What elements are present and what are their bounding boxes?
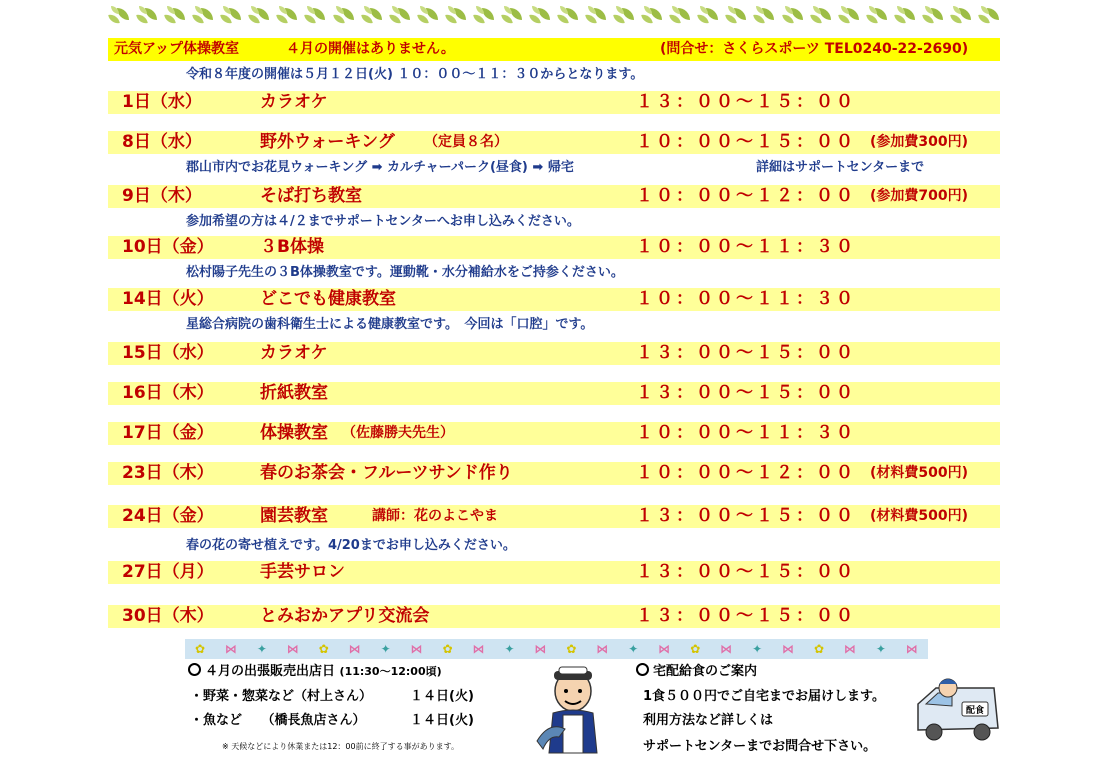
- row-date: 15日（水）: [122, 343, 214, 363]
- row-event: 園芸教室: [260, 506, 328, 526]
- ribbon-icon: ⋈: [905, 642, 918, 656]
- leaf-icon: [838, 6, 860, 26]
- row-fee: (参加費700円): [870, 188, 969, 204]
- leaf-icon: [108, 6, 130, 26]
- row-event: とみおかアプリ交流会: [260, 606, 430, 626]
- row-date: 9日（木）: [122, 186, 202, 206]
- row-time: １３：００～１５：００: [636, 606, 856, 626]
- row-event: カラオケ: [260, 343, 328, 363]
- delivery-line-2: 利用方法など詳しくは: [643, 713, 774, 728]
- row-event: カラオケ: [260, 92, 328, 112]
- leaf-icon: [894, 6, 916, 26]
- leaf-icon: [248, 6, 270, 26]
- row-date: 10日（金）: [122, 237, 214, 257]
- row-sub: （佐藤勝夫先生）: [342, 425, 454, 441]
- row-date: 1日（水）: [122, 92, 202, 112]
- row-fee: (材料費500円): [870, 508, 969, 524]
- row-time: １３：００～１５：００: [636, 562, 856, 582]
- ribbon-icon: ✦: [752, 642, 763, 656]
- row-date: 24日（金）: [122, 506, 214, 526]
- leaf-icon: [782, 6, 804, 26]
- leaf-icon: [810, 6, 832, 26]
- leaf-icon: [304, 6, 326, 26]
- schedule-row: [108, 462, 1000, 485]
- leaf-icon: [978, 6, 1000, 26]
- leaf-icon: [389, 6, 411, 26]
- leaf-icon: [276, 6, 298, 26]
- leaf-icon: [417, 6, 439, 26]
- van-label: 配食: [965, 706, 985, 716]
- row-event: 折紙教室: [260, 383, 328, 403]
- leaf-border-decoration: [108, 6, 1000, 28]
- schedule-row: [108, 131, 1000, 154]
- ribbon-icon: ⋈: [720, 642, 733, 656]
- row-time: １０：００～１１：３０: [636, 289, 856, 309]
- sales-item-2-day: １４日(火): [410, 713, 474, 728]
- row-time: １３：００～１５：００: [636, 92, 856, 112]
- schedule-row: [108, 91, 1000, 114]
- row-time: １３：００～１５：００: [636, 383, 856, 403]
- ribbon-icon: ⋈: [658, 642, 671, 656]
- ribbon-icon: ✿: [566, 642, 577, 656]
- leaf-icon: [922, 6, 944, 26]
- fishmonger-illustration: [535, 663, 607, 755]
- ribbon-icon: ✦: [380, 642, 391, 656]
- ribbon-icon: ⋈: [844, 642, 856, 656]
- circle-icon: [636, 663, 649, 676]
- schedule-row: [108, 185, 1000, 208]
- row-date: 16日（木）: [122, 383, 214, 403]
- leaf-icon: [333, 6, 355, 26]
- row-time: １０：００～１２：００: [636, 186, 856, 206]
- row-note: 参加希望の方は４/２までサポートセンターへお申し込みください。: [186, 214, 580, 229]
- schedule-row: [108, 561, 1000, 584]
- row-date: 30日（木）: [122, 606, 214, 626]
- row-note: 春の花の寄せ植えです。4/20までお申し込みください。: [186, 538, 516, 553]
- schedule-row: [108, 342, 1000, 365]
- ribbon-icon: ⋈: [410, 642, 423, 656]
- circle-icon: [188, 663, 201, 676]
- row-fee: (参加費300円): [870, 134, 969, 150]
- sales-item-2: ・魚など （橋長魚店さん）: [190, 713, 366, 728]
- leaf-icon: [697, 6, 719, 26]
- schedule-row: [108, 505, 1000, 528]
- ribbon-icon: ✦: [256, 642, 267, 656]
- leaf-icon: [136, 6, 158, 26]
- row-event: 体操教室: [260, 423, 328, 443]
- leaf-icon: [220, 6, 242, 26]
- row-note: 松村陽子先生の３B体操教室です。運動靴・水分補給水をご持参ください。: [186, 265, 624, 280]
- ribbon-icon: ✿: [814, 642, 825, 656]
- leaf-icon: [585, 6, 607, 26]
- row-note: 郡山市内でお花見ウォーキング ➡ カルチャーパーク(昼食) ➡ 帰宅: [186, 160, 574, 175]
- sales-heading-time: (11:30～12:00頃): [339, 665, 442, 678]
- ribbon-icon: ✦: [628, 642, 639, 656]
- leaf-icon: [725, 6, 747, 26]
- leaf-icon: [501, 6, 523, 26]
- row-date: 23日（木）: [122, 463, 214, 483]
- ribbon-icon: ⋈: [472, 642, 485, 656]
- header-bar: [108, 38, 1000, 61]
- header-note: 令和８年度の開催は５月１２日(火) １０：００～１１：３０からとなります。: [186, 67, 644, 82]
- row-date: 14日（火）: [122, 289, 214, 309]
- row-event: 野外ウォーキング: [260, 132, 395, 152]
- row-note: 星総合病院の歯科衛生士による健康教室です。 今回は「口腔」です。: [186, 317, 594, 332]
- leaf-icon: [613, 6, 635, 26]
- leaf-icon: [445, 6, 467, 26]
- delivery-line-3: サポートセンターまでお問合せ下さい。: [643, 739, 877, 754]
- leaf-icon: [866, 6, 888, 26]
- row-fee: (材料費500円): [870, 465, 969, 481]
- row-sub: （定員８名）: [424, 134, 508, 150]
- schedule-row: [108, 236, 1000, 259]
- ribbon-icon: ⋈: [782, 642, 795, 656]
- ribbon-icon: ✿: [442, 642, 453, 656]
- row-event: 手芸サロン: [260, 562, 345, 582]
- schedule-row: [108, 422, 1000, 445]
- leaf-icon: [669, 6, 691, 26]
- ribbon-decoration: [185, 639, 928, 659]
- row-event: そば打ち教室: [260, 186, 362, 206]
- row-time: １３：００～１５：００: [636, 506, 856, 526]
- ribbon-icon: ⋈: [596, 642, 609, 656]
- header-title: 元気アップ体操教室: [114, 41, 240, 57]
- delivery-van-illustration: [912, 674, 1004, 744]
- ribbon-icon: ✦: [875, 642, 886, 656]
- row-time: １０：００～１５：００: [636, 132, 856, 152]
- sales-item-1: ・野菜・惣菜など（村上さん）: [190, 689, 373, 704]
- sales-small-note: ※ 天候などにより休業または12：00前に終了する事があります。: [222, 742, 459, 751]
- row-time: １３：００～１５：００: [636, 343, 856, 363]
- schedule-row: [108, 382, 1000, 405]
- row-event: どこでも健康教室: [260, 289, 396, 309]
- header-notice: ４月の開催はありません。: [286, 41, 455, 57]
- row-date: 27日（月）: [122, 562, 214, 582]
- leaf-icon: [164, 6, 186, 26]
- row-date: 8日（水）: [122, 132, 202, 152]
- ribbon-icon: ✿: [194, 642, 206, 656]
- row-event: 春のお茶会・フルーツサンド作り: [260, 463, 513, 483]
- leaf-icon: [192, 6, 214, 26]
- leaf-icon: [557, 6, 579, 26]
- delivery-heading-line: [636, 663, 757, 681]
- sales-item-1-day: １４日(火): [410, 689, 474, 704]
- row-time: １０：００～１２：００: [636, 463, 856, 483]
- schedule-row: [108, 288, 1000, 311]
- leaf-icon: [529, 6, 551, 26]
- sales-heading: ４月の出張販売出店日: [205, 664, 336, 679]
- row-time: １０：００～１１：３０: [636, 237, 856, 257]
- row-date: 17日（金）: [122, 423, 214, 443]
- ribbon-icon: ⋈: [348, 642, 361, 656]
- sales-heading-line: [188, 663, 442, 681]
- row-time: １０：００～１１：３０: [636, 423, 856, 443]
- ribbon-icon: ⋈: [224, 642, 237, 656]
- row-sub: 講師：花のよこやま: [372, 508, 498, 524]
- leaf-icon: [950, 6, 972, 26]
- row-note-2: 詳細はサポートセンターまで: [756, 160, 925, 175]
- ribbon-icon: ✿: [690, 642, 701, 656]
- leaf-icon: [641, 6, 663, 26]
- delivery-heading: 宅配給食のご案内: [653, 664, 758, 679]
- ribbon-icon: ⋈: [534, 642, 547, 656]
- ribbon-icon: ✦: [504, 642, 515, 656]
- schedule-row: [108, 605, 1000, 628]
- header-contact: (問合せ：さくらスポーツ TEL0240-22-2690): [660, 41, 969, 57]
- ribbon-icon: ⋈: [286, 642, 299, 656]
- leaf-icon: [473, 6, 495, 26]
- leaf-icon: [361, 6, 383, 26]
- delivery-line-1: 1食５００円でご自宅までお届けします。: [643, 689, 886, 704]
- leaf-icon: [753, 6, 775, 26]
- ribbon-icon: ✿: [318, 642, 329, 656]
- row-event: ３B体操: [260, 237, 324, 257]
